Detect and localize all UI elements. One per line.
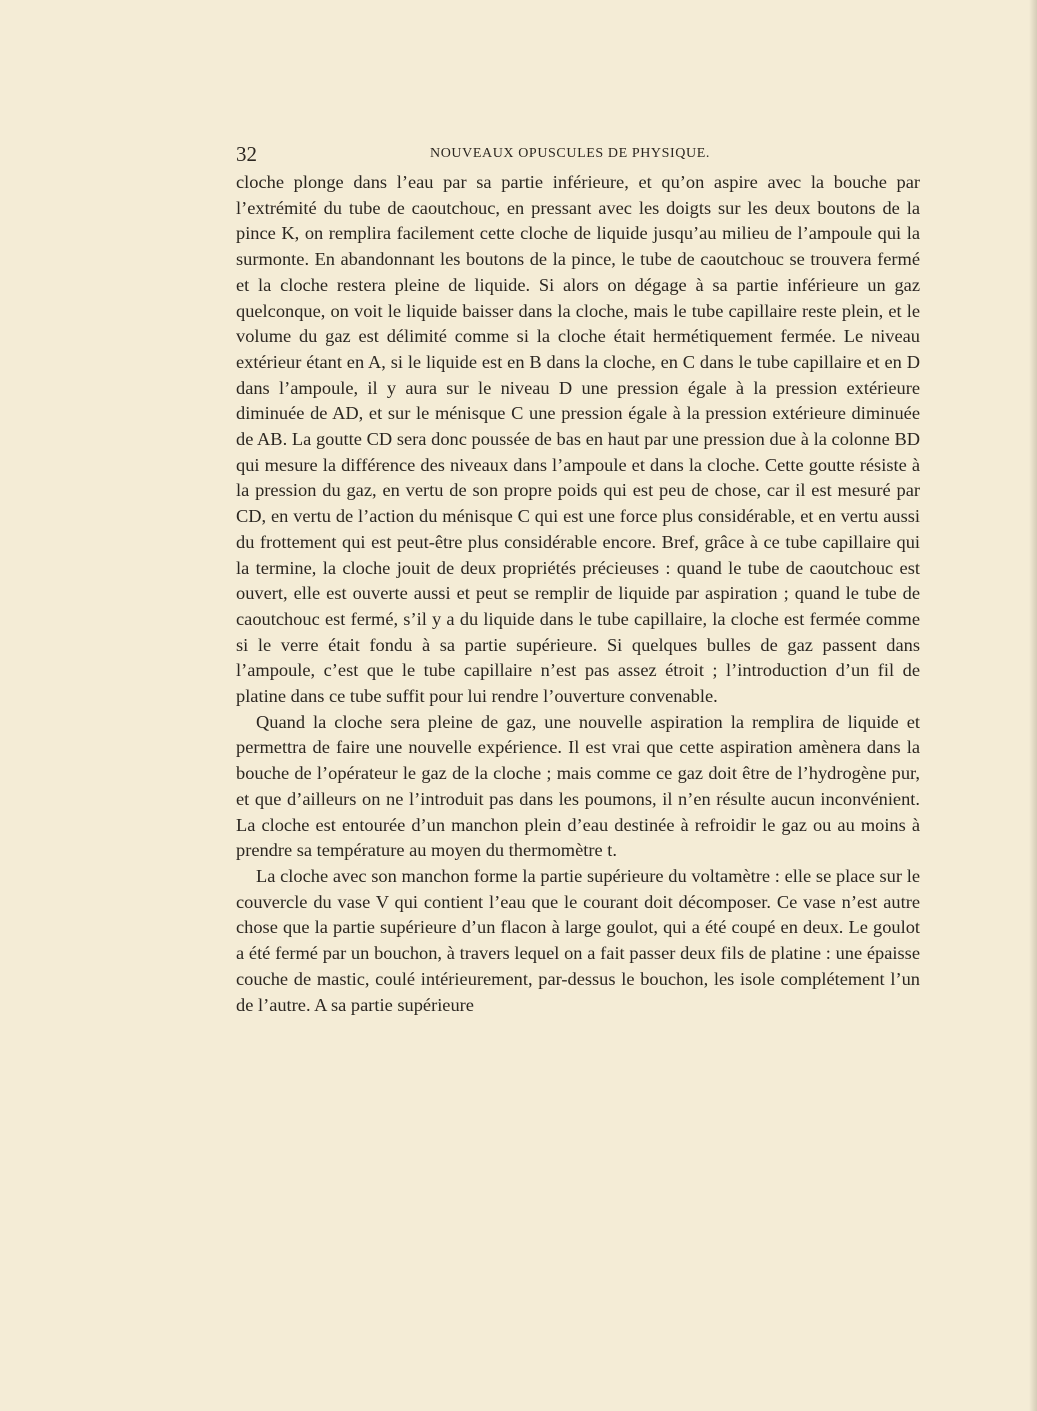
body-text xyxy=(236,170,920,1018)
paragraph-2: Quand la cloche sera pleine de gaz, une nouvelle aspiration la remplira de liquide et permettra de faire une nouvelle expérience. Il est vrai que cette aspiration amènera dans la bouche de l’opérateur le gaz de la cloche ; mais comme ce gaz doit être de l’hydrogène pur, et que d’ailleurs on ne l’introduit pas dans les poumons, il n’en résulte aucun inconvénient. La cloche est entourée d’un manchon plein d’eau destinée à refroidir le gaz ou au moins à prendre sa température au moyen du thermomètre t. xyxy=(236,711,920,861)
page-number: 32 xyxy=(236,142,257,166)
page-header xyxy=(236,142,920,166)
paragraph-1: cloche plonge dans l’eau par sa partie inférieure, et qu’on aspire avec la bouche par l’extrémité du tube de caoutchouc, en pressant avec les doigts sur les deux boutons de la pince K, on remplira facilement cette cloche de liquide jusqu’au milieu de l’ampoule qui la surmonte. En abandonnant les boutons de la pince, le tube de caoutchouc se trouvera fermé et la cloche restera pleine de liquide. Si alors on dégage à sa partie inférieure un gaz quelconque, on voit le liquide baisser dans la cloche, mais le tube capillaire reste plein, et le volume du gaz est délimité comme si la cloche était hermétiquement fermée. Le niveau extérieur étant en A, si le liquide est en B dans la cloche, en C dans le tube capillaire et en D dans l’ampoule, il y aura sur le niveau D une pression égale à la pression extérieure diminuée de AD, et sur le ménisque C une pression égale à la pression extérieure diminuée de AB. La goutte CD sera donc poussée de bas en haut par une pression due à la colonne BD qui mesure la différence des niveaux dans l’ampoule et dans la cloche. Cette goutte résiste à la pression du gaz, en vertu de son propre poids qui est peu de chose, car il est mesuré par CD, en vertu de l’action du ménisque C qui est une force plus considérable, et en vertu aussi du frottement qui est peut-être plus considérable encore. Bref, grâce à ce tube capillaire qui la termine, la cloche jouit de deux propriétés précieuses : quand le tube de caoutchouc est ouvert, elle est ouverte aussi et peut se remplir de liquide par aspiration ; quand le tube de caoutchouc est fermé, s’il y a du liquide dans le tube capillaire, la cloche est fermée comme si le verre était fondu à sa partie supérieure. Si quelques bulles de gaz passent dans l’ampoule, c’est que le tube capillaire n’est pas assez étroit ; l’introduction d’un fil de platine dans ce tube suffit pour lui rendre l’ouverture convenable. xyxy=(236,172,920,707)
running-title: NOUVEAUX OPUSCULES DE PHYSIQUE. xyxy=(430,146,710,161)
page-edge-shadow xyxy=(1029,0,1037,1411)
paragraph-3: La cloche avec son manchon forme la partie supérieure du voltamètre : elle se place sur le couvercle du vase V qui contient l’eau que le courant doit décomposer. Ce vase n’est autre chose que la partie supérieure d’un flacon à large goulot, qui a été coupé en deux. Le goulot a été fermé par un bouchon, à travers lequel on a fait passer deux fils de platine : une épaisse couche de mastic, coulé intérieurement, par-dessus le bouchon, les isole complétement l’un de l’autre. A sa partie supérieure xyxy=(236,865,920,1015)
